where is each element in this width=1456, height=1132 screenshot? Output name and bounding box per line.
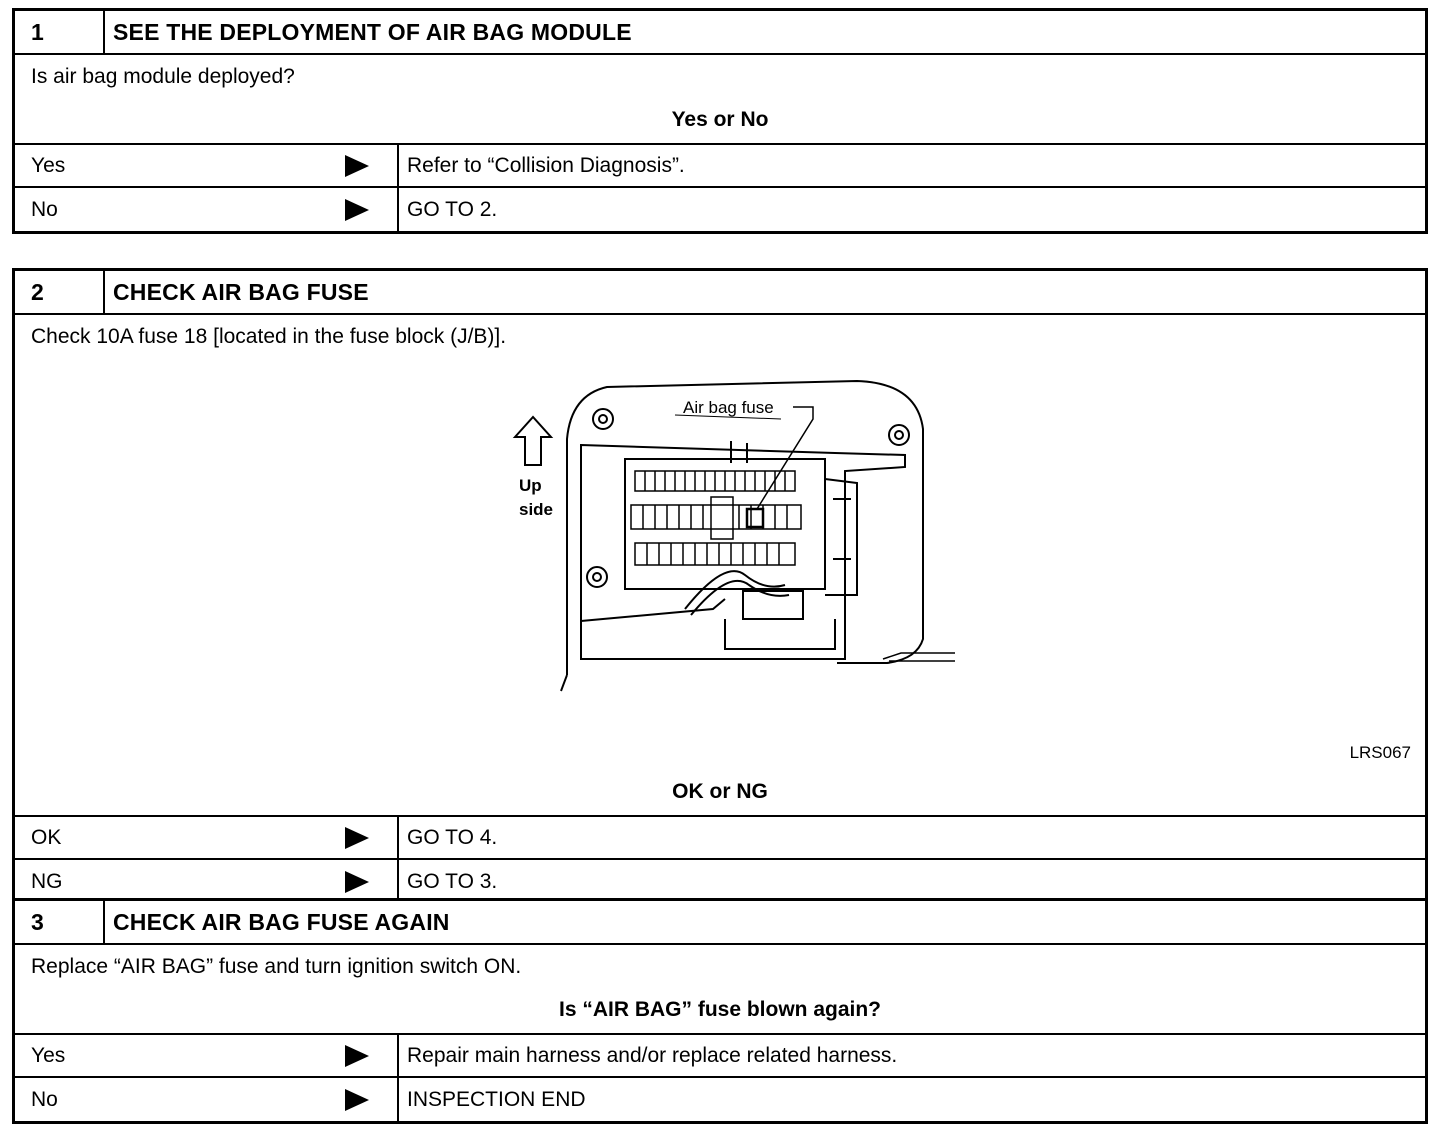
- fuse-block-figure: [15, 359, 1425, 771]
- arrow-right-icon: [345, 1089, 369, 1111]
- step-question: Is “AIR BAG” fuse blown again?: [558, 998, 882, 1021]
- step-3-header: [15, 901, 1425, 945]
- arrow-right-icon: [345, 199, 369, 221]
- result-row: [15, 817, 1425, 860]
- arrow-right-icon: [345, 1045, 369, 1067]
- result-condition-label: Yes: [31, 153, 66, 177]
- direction-label: Up: [519, 476, 542, 495]
- step-instruction: Replace “AIR BAG” fuse and turn ignition switch ON.: [31, 955, 522, 978]
- callout-label: Air bag fuse: [683, 398, 774, 417]
- result-action: Refer to “Collision Diagnosis”.: [407, 153, 685, 177]
- result-condition-label: OK: [31, 825, 62, 849]
- result-condition-label: NG: [31, 869, 63, 893]
- result-condition: [15, 145, 399, 186]
- result-action: GO TO 3.: [407, 869, 498, 893]
- direction-label: side: [519, 500, 554, 519]
- arrow-right-icon: [345, 871, 369, 893]
- step-1-table: [12, 8, 1428, 234]
- step-number: 2: [15, 271, 105, 313]
- step-3-body: [15, 945, 1425, 1035]
- step-title: CHECK AIR BAG FUSE: [113, 278, 369, 305]
- step-instruction: Check 10A fuse 18 [located in the fuse block (J/B)].: [31, 325, 507, 348]
- fuse-block-illustration: [485, 359, 965, 699]
- result-condition-label: No: [31, 197, 58, 221]
- result-row: [15, 1035, 1425, 1078]
- result-row: [15, 860, 1425, 903]
- step-1-header: [15, 11, 1425, 55]
- step-title: SEE THE DEPLOYMENT OF AIR BAG MODULE: [113, 18, 632, 45]
- step-2-header: [15, 271, 1425, 315]
- step-2-table: [12, 268, 1428, 906]
- step-number: 1: [15, 11, 105, 53]
- result-action: INSPECTION END: [407, 1087, 586, 1111]
- step-2-body: [15, 315, 1425, 817]
- step-1-body: [15, 55, 1425, 145]
- result-condition: [15, 188, 399, 231]
- result-condition-label: Yes: [31, 1043, 66, 1067]
- result-condition: [15, 1078, 399, 1121]
- result-row: [15, 1078, 1425, 1121]
- step-title: CHECK AIR BAG FUSE AGAIN: [113, 908, 450, 935]
- result-action: Repair main harness and/or replace related harness.: [407, 1043, 898, 1067]
- result-row: [15, 145, 1425, 188]
- result-condition: [15, 860, 399, 903]
- result-action: GO TO 4.: [407, 825, 498, 849]
- result-condition: [15, 817, 399, 858]
- result-row: [15, 188, 1425, 231]
- result-condition: [15, 1035, 399, 1076]
- figure-code: LRS067: [1349, 743, 1411, 762]
- arrow-right-icon: [345, 155, 369, 177]
- result-condition-label: No: [31, 1087, 58, 1111]
- step-instruction: Is air bag module deployed?: [31, 65, 295, 88]
- step-number: 3: [15, 901, 105, 943]
- step-question: OK or NG: [672, 780, 768, 803]
- up-arrow-icon: [515, 417, 551, 465]
- arrow-right-icon: [345, 827, 369, 849]
- step-3-table: [12, 898, 1428, 1124]
- result-action: GO TO 2.: [407, 197, 498, 221]
- step-question: Yes or No: [671, 108, 769, 131]
